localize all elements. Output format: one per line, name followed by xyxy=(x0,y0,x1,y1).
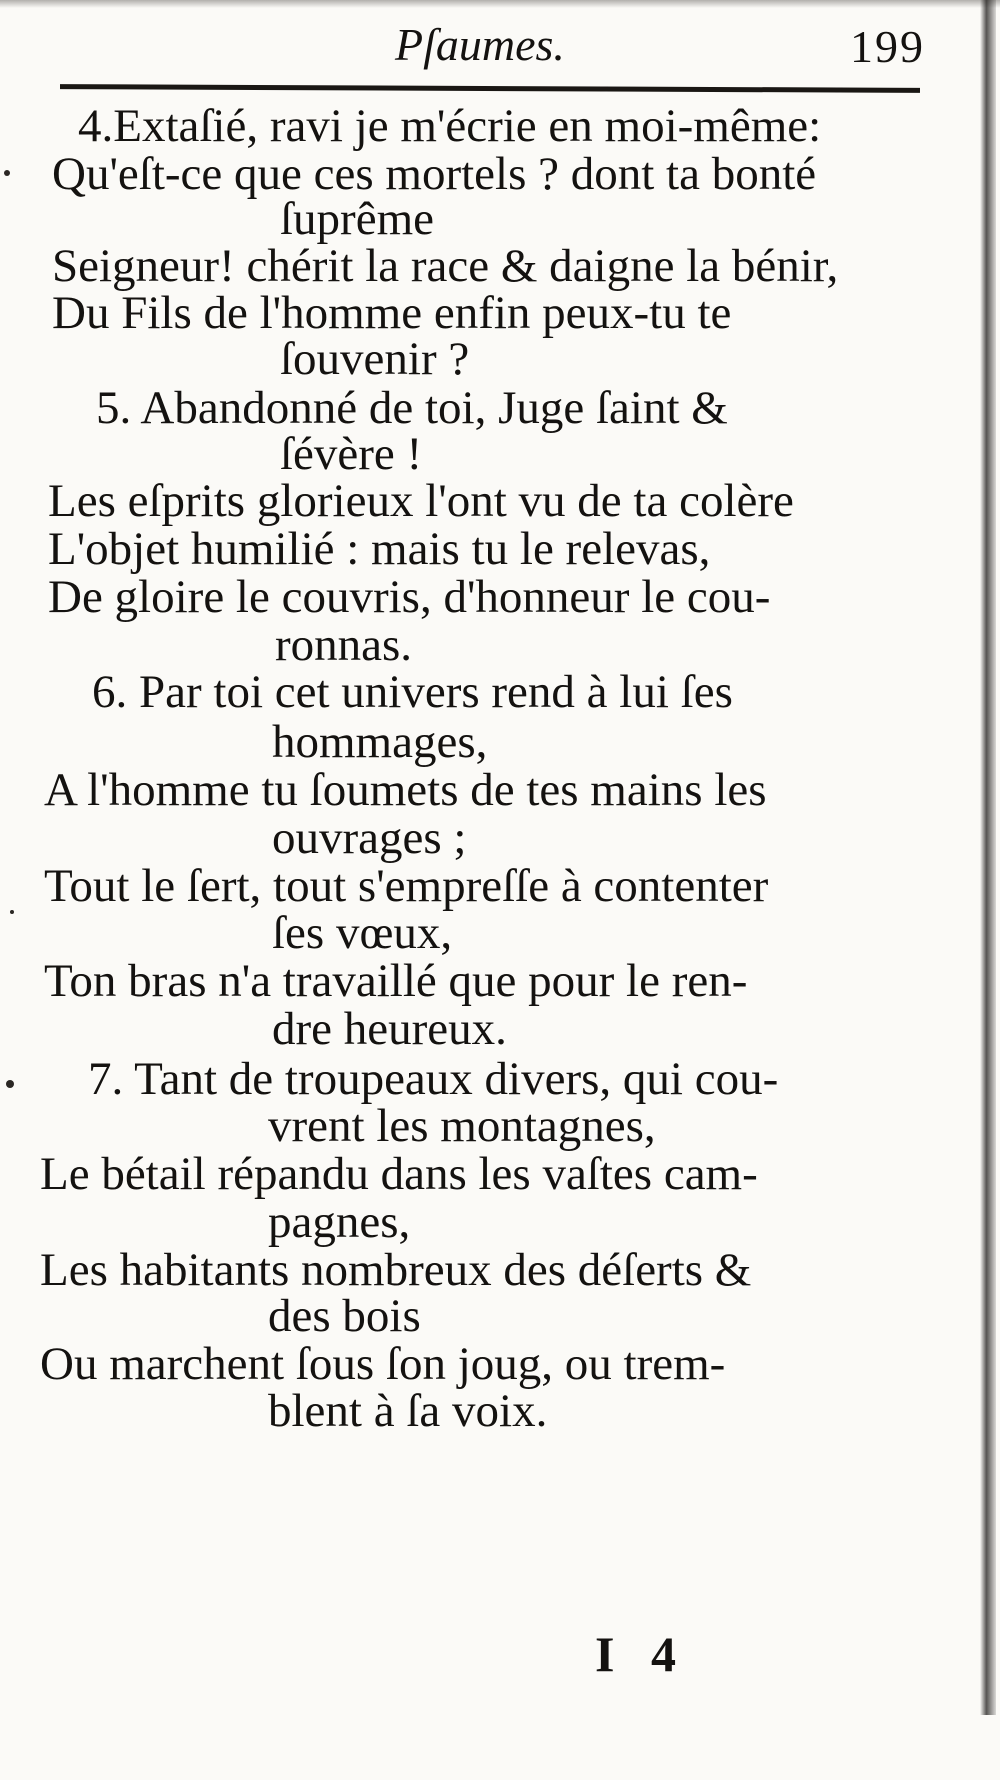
top-edge-shadow xyxy=(0,0,1000,8)
verse-5-line-4: L'objet humilié : mais tu le relevas, xyxy=(48,523,711,575)
page-number: 199 xyxy=(850,21,925,72)
verse-7-line-8: blent à ſa voix. xyxy=(268,1385,548,1437)
verse-number: 7. xyxy=(88,1053,124,1105)
margin-speck xyxy=(4,170,10,176)
verse-7-line-7: Ou marchent ſous ſon joug, ou trem- xyxy=(40,1338,726,1390)
verse-6-line-7: Ton bras n'a travaillé que pour le ren- xyxy=(44,955,748,1007)
verse-4-line-6: ſouvenir ? xyxy=(280,333,470,385)
running-head: Pſaumes. xyxy=(395,19,565,70)
verse-7-line-4: pagnes, xyxy=(268,1196,411,1248)
header-rule xyxy=(60,84,920,93)
verse-4-line-1 xyxy=(78,100,821,152)
verse-4-line-2: Qu'eſt-ce que ces mortels ? dont ta bonté xyxy=(52,148,817,200)
verse-7-line-3: Le bétail répandu dans les vaſtes cam- xyxy=(40,1148,758,1200)
binding-edge-shadow xyxy=(980,0,996,1715)
verse-number: 5. xyxy=(96,382,132,434)
verse-6-line-2: hommages, xyxy=(272,716,488,768)
verse-text: Extaſié, ravi je m'écrie en moi-même: xyxy=(113,100,822,152)
verse-5-line-6: ronnas. xyxy=(275,619,413,671)
verse-6-line-3: A l'homme tu ſoumets de tes mains les xyxy=(44,764,767,816)
verse-5-line-5: De gloire le couvris, d'honneur le cou- xyxy=(48,571,771,623)
verse-4-line-4: Seigneur! chérit la race & daigne la bénir, xyxy=(52,240,839,292)
verse-7-line-1 xyxy=(88,1053,778,1105)
verse-number: 6. xyxy=(92,666,128,718)
verse-5-line-2: ſévère ! xyxy=(280,428,423,480)
verse-7-line-6: des bois xyxy=(268,1290,421,1342)
verse-7-line-5: Les habitants nombreux des déſerts & xyxy=(40,1244,752,1296)
verse-6-line-5: Tout le ſert, tout s'empreſſe à contenter xyxy=(44,860,769,912)
verse-text: Par toi cet univers rend à lui ſes xyxy=(139,666,733,718)
verse-text: Tant de troupeaux divers, qui cou- xyxy=(134,1053,779,1105)
verse-6-line-8: dre heureux. xyxy=(272,1003,507,1055)
verse-text: Abandonné de toi, Juge ſaint & xyxy=(140,382,728,434)
verse-6-line-6: ſes vœux, xyxy=(272,907,453,959)
verse-4-line-5: Du Fils de l'homme enfin peux-tu te xyxy=(52,287,732,339)
catchword: I 4 xyxy=(595,1626,688,1682)
margin-speck xyxy=(6,1080,14,1088)
verse-number: 4. xyxy=(78,100,114,152)
verse-4-line-3: ſuprême xyxy=(280,193,434,245)
verse-5-line-1 xyxy=(96,382,728,434)
verse-7-line-2: vrent les montagnes, xyxy=(268,1100,656,1152)
verse-6-line-1 xyxy=(92,666,733,718)
verse-5-line-3: Les eſprits glorieux l'ont vu de ta colère xyxy=(48,475,794,527)
verse-6-line-4: ouvrages ; xyxy=(272,812,467,864)
margin-speck xyxy=(10,910,14,914)
